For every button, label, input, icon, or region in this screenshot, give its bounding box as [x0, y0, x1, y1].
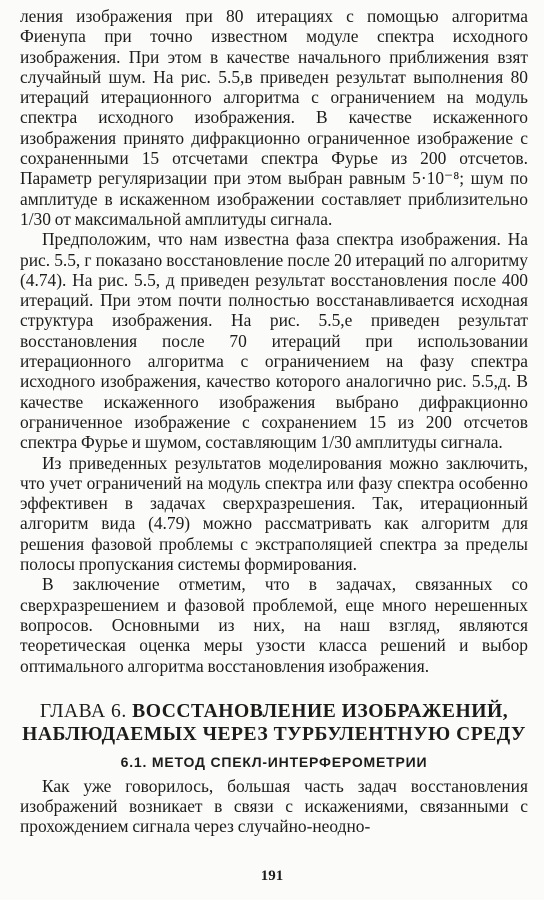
section-heading: 6.1. МЕТОД СПЕКЛ-ИНТЕРФЕРОМЕТРИИ	[120, 753, 428, 770]
paragraph-final-remarks: В заключение отметим, что в задачах, связанных со сверхразрешением и фазовой проблемой, еще много нерешенных вопросов. Основными из них, на наш взгляд, являются теоретическая оценка меры узости класса решений и выбор оптимального алгоритма восстановления изображения.	[20, 574, 528, 676]
paragraph-continuation: ления изображения при 80 итерациях с помощью алгоритма Фиенупа при точно известном модуле спектра исходного изображения. При этом в качестве начального приближения взят случайный шум. На рис. 5.5,в приведен результат выполнения 80 итераций итерационного алгоритма с ограничением на модуль спектра исходного изображения. В качестве искаженного изображения принято дифракционно ограниченное изображение с сохраненными 15 отсчетами спектра Фурье из 200 отсчетов. Параметр регуляризации при этом выбран равным 5·10⁻⁸; шум по амплитуде в искаженном изображении составляет приблизительно 1/30 от максимальной амплитуды сигнала.	[20, 6, 528, 229]
paragraph-conclusion-modeling: Из приведенных результатов моделирования можно заключить, что учет ограничений на модуль спектра или фазу спектра особенно эффективен в задачах сверхразрешения. Так, итерационный алгоритм вида (4.79) можно рассматривать как алгоритм для решения фазовой проблемы с экстраполяцией спектра за пределы полосы пропускания системы формирования.	[20, 452, 528, 575]
book-page	[20, 6, 528, 837]
chapter-title: ВОССТАНОВЛЕНИЕ ИЗОБРАЖЕНИЙ, НАБЛЮДАЕМЫХ ЧЕРЕЗ ТУРБУЛЕНТНУЮ СРЕДУ	[22, 700, 526, 745]
page-number: 191	[260, 868, 284, 884]
chapter-label: ГЛАВА 6.	[39, 700, 127, 722]
chapter-heading	[20, 700, 528, 746]
paragraph-section-start: Как уже говорилось, большая часть задач восстановления изображений возникает в связи с искажениями, связанными с прохождением сигнала через случайно-неодно-	[20, 775, 528, 837]
paragraph-phase-known: Предположим, что нам известна фаза спектра изображения. На рис. 5.5, г показано восстановление после 20 итераций по алгоритму (4.74). На рис. 5.5, д приведен результат восстановления после 400 итераций. При этом почти полностью восстанавливается исходная структура изображения. На рис. 5.5,е приведен результат восстановления после 70 итераций при использовании итерационного алгоритма с ограничением на фазу спектра исходного изображения, качество которого аналогично рис. 5.5,д. В качестве искаженного изображения выбрано дифракционно ограниченное изображение с сохранением 15 из 200 отсчетов спектра Фурье и шумом, составляющим 1/30 амплитуды сигнала.	[20, 229, 528, 453]
